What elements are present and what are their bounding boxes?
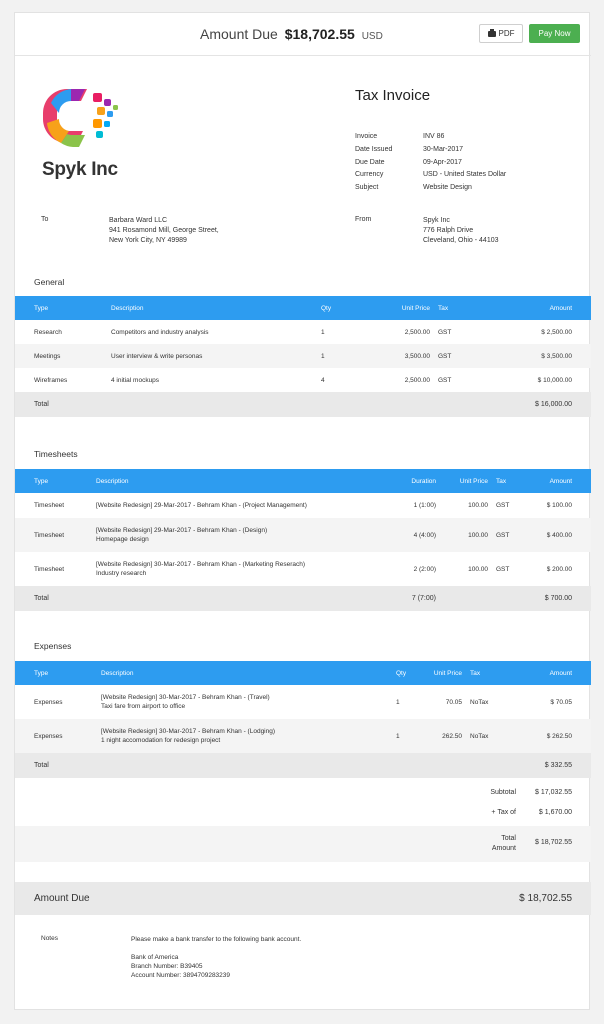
notes-line: Please make a bank transfer to the following bank account. (131, 936, 302, 943)
table-row (15, 719, 591, 753)
timesheets-table (15, 469, 591, 611)
invoice-meta (355, 133, 506, 197)
col-unit-price: Unit Price (440, 469, 492, 493)
cell-amount: $ 10,000.00 (537, 376, 572, 384)
from-line1: 776 Ralph Drive (423, 227, 474, 234)
cell-type: Research (34, 328, 62, 336)
total-value: $ 16,000.00 (474, 392, 591, 417)
printer-icon (488, 31, 496, 37)
col-type: Type (15, 661, 97, 685)
cell-duration: 1 (1:00) (413, 502, 436, 509)
subtotal-value: $ 17,032.55 (535, 789, 572, 796)
desc-line: [Website Redesign] 30-Mar-2017 - Behram Khan - (Marketing Reserach) (96, 561, 306, 568)
tax-row (15, 802, 591, 826)
col-description: Description (107, 296, 317, 320)
meta-row (355, 146, 506, 159)
subtotal-row (15, 778, 591, 802)
table-row (15, 685, 591, 719)
tax-value: $ 1,670.00 (538, 809, 572, 816)
col-qty: Qty (392, 661, 426, 685)
desc-line: [Website Redesign] 29-Mar-2017 - Behram Khan - (Design) (96, 527, 268, 534)
cell-type: Expenses (15, 719, 97, 753)
col-tax: Tax (466, 661, 506, 685)
desc-subline: Industry research (96, 570, 147, 577)
pay-now-label: Pay Now (538, 29, 571, 38)
desc-line: [Website Redesign] 30-Mar-2017 - Behram Khan - (Lodging) (101, 728, 276, 735)
col-unit-price: Unit Price (426, 661, 466, 685)
total-label: Total (15, 392, 107, 417)
total-label: Total (15, 753, 97, 778)
cell-type: Timesheet (34, 502, 65, 509)
meta-key: Due Date (355, 158, 385, 166)
cell-unit-price: 3,500.00 (362, 344, 434, 368)
notes-label: Notes (41, 935, 58, 942)
pay-now-button[interactable] (529, 24, 580, 43)
table-total-row (15, 586, 591, 611)
col-qty: Qty (317, 296, 362, 320)
col-type: Type (15, 469, 92, 493)
meta-row (355, 171, 506, 184)
notes-account: Account Number: 3894709283239 (131, 972, 231, 979)
table-header-row (15, 469, 591, 493)
cell-description: User interview & write personas (107, 344, 317, 368)
cell-tax: NoTax (470, 698, 489, 706)
cell-description (92, 493, 372, 518)
pdf-button[interactable] (479, 24, 523, 43)
timesheets-section-title: Timesheets (34, 449, 78, 459)
col-amount: Amount (474, 296, 591, 320)
cell-duration: 2 (2:00) (413, 565, 436, 573)
meta-value: 30-Mar-2017 (423, 145, 464, 153)
to-name: Barbara Ward LLC (109, 217, 168, 224)
cell-unit-price: 70.05 (445, 698, 462, 706)
table-header-row (15, 296, 591, 320)
amount-due-value: $ 18,702.55 (519, 893, 572, 904)
notes-branch: Branch Number: B39405 (131, 963, 203, 970)
grand-total-label-line2: Amount (491, 845, 516, 852)
pdf-button-label: PDF (498, 29, 515, 38)
cell-description (92, 552, 372, 586)
header-amount-due-label: Amount Due (200, 26, 278, 42)
grand-total-row (15, 826, 591, 862)
from-address (423, 216, 499, 246)
cell-amount: $ 100.00 (546, 502, 572, 509)
col-duration: Duration (372, 469, 440, 493)
desc-line: [Website Redesign] 29-Mar-2017 - Behram Khan - (Project Management) (96, 502, 307, 509)
cell-tax: NoTax (466, 719, 506, 753)
cell-qty: 1 (317, 344, 362, 368)
amount-due-header (15, 13, 591, 56)
amount-due-label: Amount Due (34, 893, 90, 904)
total-value: $ 700.00 (528, 586, 591, 611)
col-unit-price: Unit Price (362, 296, 434, 320)
meta-key: Date Issued (355, 145, 393, 153)
desc-subline: Homepage design (96, 536, 149, 543)
grand-total-label (492, 834, 516, 854)
cell-description (97, 719, 392, 753)
cell-tax: GST (438, 376, 452, 384)
meta-value: INV 86 (423, 133, 445, 140)
header-currency: USD (361, 31, 383, 42)
cell-tax: GST (492, 518, 528, 552)
cell-unit-price: 100.00 (468, 565, 488, 573)
total-value: $ 332.55 (506, 753, 591, 778)
general-table (15, 296, 591, 417)
cell-qty: 1 (396, 698, 400, 706)
expenses-section-title: Expenses (34, 641, 72, 651)
cell-qty: 1 (321, 328, 325, 336)
cell-amount: $ 262.50 (506, 719, 591, 753)
meta-value: Website Design (423, 184, 472, 192)
cell-unit-price: 262.50 (426, 719, 466, 753)
col-amount: Amount (528, 469, 591, 493)
table-row (15, 368, 591, 392)
grand-total-label-line1: Total (501, 835, 516, 842)
col-description: Description (97, 661, 392, 685)
expenses-table (15, 661, 591, 778)
cell-qty: 1 (392, 719, 426, 753)
cell-description (92, 518, 372, 552)
total-label: Total (15, 586, 92, 611)
cell-type: Expenses (34, 698, 63, 706)
table-total-row (15, 753, 591, 778)
col-description: Description (92, 469, 372, 493)
cell-type: Timesheet (34, 565, 65, 573)
table-header-row (15, 661, 591, 685)
desc-subline: Taxi fare from airport to office (101, 703, 186, 710)
cell-unit-price: 100.00 (468, 502, 488, 509)
cell-tax: GST (438, 328, 452, 336)
meta-key: Invoice (355, 133, 378, 140)
cell-type: Meetings (15, 344, 107, 368)
meta-key: Currency (355, 171, 384, 179)
notes-bank: Bank of America (131, 954, 179, 961)
invoice-summary (15, 778, 591, 862)
header-amount-value: $18,702.55 (284, 26, 355, 42)
desc-line: [Website Redesign] 30-Mar-2017 - Behram Khan - (Travel) (101, 694, 270, 701)
amount-due-bar (15, 882, 591, 915)
cell-tax: GST (434, 344, 474, 368)
col-type: Type (15, 296, 107, 320)
desc-subline: 1 night accomodation for redesign project (101, 737, 221, 744)
subtotal-label: Subtotal (490, 789, 516, 796)
table-row (15, 320, 591, 344)
table-row (15, 518, 591, 552)
grand-total-value: $ 18,702.55 (535, 839, 572, 846)
from-name: Spyk Inc (423, 217, 450, 224)
total-duration: 7 (7:00) (372, 586, 440, 611)
meta-key: Subject (355, 184, 379, 192)
cell-tax: GST (496, 502, 510, 509)
from-line2: Cleveland, Ohio - 44103 (423, 237, 499, 244)
cell-description (97, 685, 392, 719)
meta-value: USD - United States Dollar (423, 171, 507, 179)
cell-qty: 4 (321, 376, 325, 384)
cell-amount: $ 3,500.00 (474, 344, 591, 368)
cell-amount: $ 200.00 (546, 565, 572, 573)
meta-row (355, 133, 506, 146)
meta-value: 09-Apr-2017 (423, 158, 462, 166)
table-row (15, 344, 591, 368)
general-section-title: General (34, 277, 65, 287)
cell-description: 4 initial mockups (111, 376, 160, 384)
table-row (15, 552, 591, 586)
col-tax: Tax (434, 296, 474, 320)
table-total-row (15, 392, 591, 417)
meta-row (355, 159, 506, 172)
company-name: Spyk Inc (42, 159, 118, 180)
to-line2: New York City, NY 49989 (109, 237, 187, 244)
cell-unit-price: 2,500.00 (404, 376, 430, 384)
cell-amount: $ 70.05 (550, 698, 572, 706)
cell-amount: $ 400.00 (528, 518, 591, 552)
col-amount: Amount (506, 661, 591, 685)
tax-label: + Tax of (491, 809, 516, 816)
spyk-logo-icon (41, 83, 131, 153)
cell-duration: 4 (4:00) (372, 518, 440, 552)
invoice-title: Tax Invoice (355, 87, 431, 104)
col-tax: Tax (492, 469, 528, 493)
table-row (15, 493, 591, 518)
cell-tax: GST (496, 565, 510, 573)
to-label: To (41, 216, 49, 223)
header-amount-due (200, 26, 383, 42)
notes-content (131, 935, 301, 980)
cell-unit-price: 100.00 (440, 518, 492, 552)
invoice-sheet (14, 12, 590, 1010)
from-label: From (355, 216, 372, 223)
cell-type: Wireframes (34, 376, 68, 384)
to-line1: 941 Rosamond Mill, George Street, (109, 227, 219, 234)
cell-description: Competitors and industry analysis (111, 328, 209, 336)
cell-type: Timesheet (15, 518, 92, 552)
meta-row (355, 184, 506, 197)
cell-amount: $ 2,500.00 (541, 328, 572, 336)
cell-unit-price: 2,500.00 (404, 328, 430, 336)
to-address (109, 216, 219, 246)
